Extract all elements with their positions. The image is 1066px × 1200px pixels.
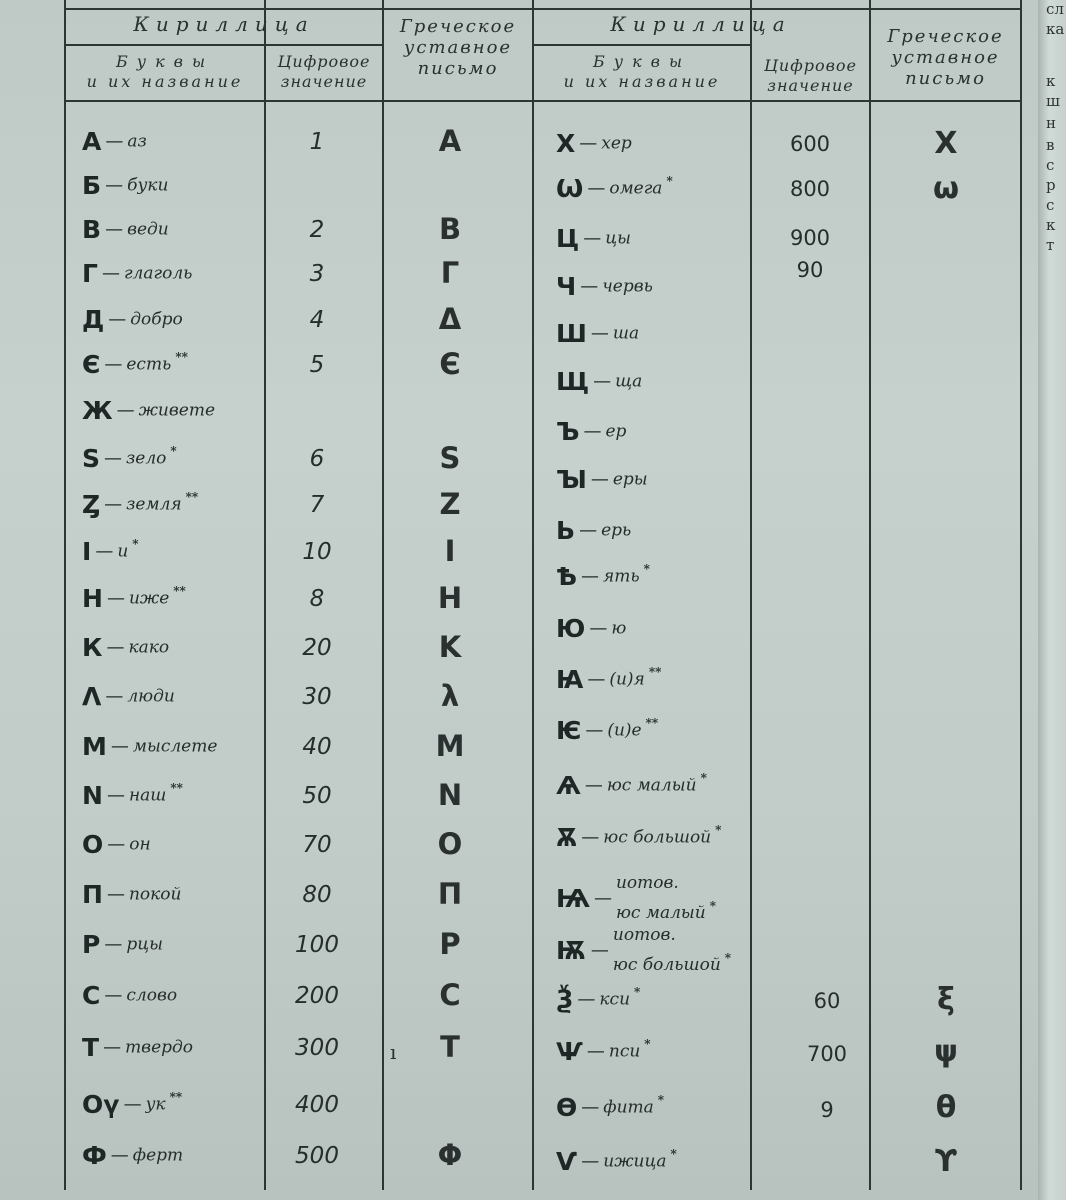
letter-name: глаголь bbox=[123, 263, 193, 284]
cyrillic-letter: Ч bbox=[556, 272, 577, 301]
greek-uncial-letter: λ bbox=[440, 679, 460, 713]
letter-name: покой bbox=[128, 884, 182, 905]
greek-uncial-letter: Δ bbox=[438, 302, 462, 336]
cyrillic-letter: Ꙑ bbox=[556, 465, 587, 494]
dash: — bbox=[590, 323, 609, 344]
cyrillic-letter: Щ bbox=[556, 367, 590, 396]
greek-uncial-letter: Τ bbox=[440, 1030, 460, 1064]
letter-name: како bbox=[128, 637, 170, 658]
footnote-mark: * bbox=[643, 562, 650, 576]
greek-uncial-letter: Φ bbox=[437, 1138, 463, 1172]
dash: — bbox=[586, 1041, 605, 1062]
edge-text-fragment: сл bbox=[1046, 0, 1064, 18]
left-letter-row bbox=[82, 1090, 182, 1119]
letter-name: слово bbox=[126, 985, 178, 1006]
header-top-line bbox=[64, 8, 1022, 10]
cyrillic-letter: Ж bbox=[82, 396, 113, 425]
greek-uncial-letter: Μ bbox=[435, 729, 465, 763]
right-letter-row bbox=[556, 562, 650, 591]
cyrillic-letter: Λ bbox=[82, 682, 102, 711]
right-letter-row bbox=[556, 272, 657, 301]
footnote-mark: ** bbox=[648, 665, 662, 679]
cyrillic-letter: Г bbox=[82, 259, 98, 288]
dash: — bbox=[104, 354, 123, 375]
numeric-value: 2 bbox=[309, 217, 325, 243]
left-letter-row bbox=[82, 732, 221, 761]
letter-name-line2 bbox=[613, 947, 731, 977]
header-cyrillic-left: Кириллица bbox=[133, 12, 315, 36]
greek-uncial-letter: Ο bbox=[437, 827, 463, 861]
numeric-value: 6 bbox=[309, 446, 325, 472]
footnote-mark: ** bbox=[185, 490, 199, 504]
left-letter-row bbox=[82, 490, 198, 519]
dash: — bbox=[106, 884, 125, 905]
footnote-mark: ** bbox=[175, 350, 188, 364]
dash: — bbox=[587, 669, 606, 690]
dash: — bbox=[583, 421, 602, 442]
dash: — bbox=[585, 720, 604, 741]
left-letter-row bbox=[82, 444, 177, 473]
letter-name: мыслете bbox=[132, 736, 218, 757]
left-letter-row bbox=[82, 171, 172, 200]
greek-uncial-letter: θ bbox=[935, 1090, 957, 1125]
letter-name: цы bbox=[605, 228, 631, 249]
numeric-value: 70 bbox=[302, 832, 332, 858]
right-letter-row bbox=[556, 1037, 651, 1066]
dash: — bbox=[110, 1145, 129, 1166]
right-letter-row bbox=[556, 771, 707, 800]
letter-name: ук bbox=[145, 1094, 166, 1115]
letter-name-line1: иотов. bbox=[615, 873, 679, 893]
letter-name: (и)я bbox=[609, 669, 645, 690]
dash: — bbox=[593, 371, 612, 392]
letter-name bbox=[616, 872, 716, 925]
dash: — bbox=[103, 1037, 122, 1058]
cyrillic-letter: І bbox=[82, 537, 92, 566]
numeric-value: 60 bbox=[813, 989, 841, 1013]
header-letters-right: Буквы и их название bbox=[563, 52, 721, 91]
header-letters-left: Буквы и их название bbox=[86, 52, 244, 91]
letter-name: ерь bbox=[601, 520, 632, 541]
numeric-value: 300 bbox=[295, 1035, 339, 1061]
left-letter-row bbox=[82, 396, 219, 425]
cyrillic-letter: М bbox=[82, 732, 107, 761]
letter-name: он bbox=[129, 834, 151, 855]
cyrillic-letter: О bbox=[82, 830, 104, 859]
cyrillic-letter: Ѭ bbox=[556, 936, 587, 965]
greek-uncial-letter: Ѕ bbox=[439, 441, 461, 475]
table-border-right bbox=[1020, 0, 1022, 1190]
numeric-value: 900 bbox=[789, 226, 831, 250]
letter-name: хер bbox=[601, 133, 632, 154]
right-letter-row bbox=[556, 1147, 677, 1176]
letter-name: пси bbox=[608, 1041, 641, 1062]
footnote-mark: * bbox=[132, 537, 139, 551]
greek-uncial-letter: ω bbox=[932, 171, 960, 206]
left-letter-row bbox=[82, 981, 181, 1010]
greek-uncial-letter: Κ bbox=[438, 630, 462, 664]
letter-name: кси bbox=[599, 989, 631, 1010]
edge-text-fragment: с bbox=[1046, 156, 1055, 174]
dash: — bbox=[590, 940, 609, 961]
letter-name: юс большой bbox=[603, 827, 712, 848]
letter-name: фита bbox=[603, 1097, 654, 1118]
dash: — bbox=[110, 736, 129, 757]
footnote-mark: * bbox=[715, 823, 722, 837]
right-letter-row bbox=[556, 665, 661, 694]
cyrillic-letter: Ь bbox=[556, 516, 576, 545]
numeric-value: 800 bbox=[789, 177, 831, 201]
dash: — bbox=[577, 989, 596, 1010]
dash: — bbox=[101, 263, 120, 284]
dash: — bbox=[105, 219, 124, 240]
dash: — bbox=[104, 985, 123, 1006]
dash: — bbox=[105, 131, 124, 152]
cyrillic-letter: Ꙗ bbox=[556, 665, 584, 694]
cyrillic-letter: Т bbox=[82, 1033, 100, 1062]
letter-name: рцы bbox=[126, 934, 163, 955]
letter-name: твердо bbox=[125, 1037, 194, 1058]
letter-name: ю bbox=[611, 618, 627, 639]
letter-name: омега bbox=[609, 178, 663, 199]
header-cyrillic-right: Кириллица bbox=[610, 12, 792, 36]
footnote-mark: * bbox=[657, 1093, 665, 1107]
edge-text-fragment: в bbox=[1046, 136, 1055, 154]
footnote-mark: ** bbox=[173, 584, 186, 598]
left-letter-row bbox=[82, 682, 179, 711]
letter-name: живете bbox=[138, 400, 216, 421]
numeric-value: 400 bbox=[295, 1092, 339, 1118]
dash: — bbox=[105, 175, 124, 196]
dash: — bbox=[106, 785, 125, 806]
cyrillic-letter: Ѯ bbox=[556, 985, 574, 1014]
letter-name: иже bbox=[128, 588, 170, 609]
dash: — bbox=[579, 133, 598, 154]
right-letter-row bbox=[556, 924, 731, 977]
cyrillic-letter: Ѵ bbox=[556, 1147, 578, 1176]
letter-name: ер bbox=[605, 421, 627, 442]
cyrillic-letter: Н bbox=[82, 584, 103, 613]
cyrillic-letter: Ш bbox=[556, 319, 587, 348]
right-letter-row bbox=[556, 1093, 664, 1122]
letter-name-line1: иотов. bbox=[612, 925, 676, 945]
left-letter-row bbox=[82, 781, 183, 810]
right-letter-row bbox=[556, 823, 721, 852]
letter-name: веди bbox=[127, 219, 169, 240]
cyrillic-letter: Ѱ bbox=[556, 1037, 583, 1066]
numeric-value: 90 bbox=[796, 258, 824, 282]
dash: — bbox=[107, 834, 126, 855]
cyrillic-letter: Ъ bbox=[556, 417, 580, 446]
left-letter-row bbox=[82, 830, 155, 859]
dash: — bbox=[583, 228, 602, 249]
numeric-value: 4 bbox=[309, 307, 325, 333]
numeric-value: 50 bbox=[302, 783, 332, 809]
table-border-left bbox=[64, 0, 66, 1190]
left-letter-row bbox=[82, 350, 188, 379]
right-letter-row bbox=[556, 716, 658, 745]
letter-name: ща bbox=[615, 371, 643, 392]
stray-mark: ı bbox=[390, 1040, 397, 1064]
left-letter-row bbox=[82, 259, 196, 288]
letter-name: еры bbox=[612, 469, 648, 490]
numeric-value: 9 bbox=[820, 1098, 834, 1122]
greek-uncial-letter: Γ bbox=[440, 256, 460, 290]
right-letter-row bbox=[556, 516, 635, 545]
dash: — bbox=[104, 494, 123, 515]
right-letter-row bbox=[556, 417, 630, 446]
left-letter-row bbox=[82, 305, 187, 334]
dash: — bbox=[123, 1094, 142, 1115]
dash: — bbox=[108, 309, 127, 330]
letter-name: наш bbox=[128, 785, 167, 806]
right-letter-row bbox=[556, 319, 643, 348]
letter-name: червь bbox=[602, 276, 653, 297]
cyrillic-letter: Ѥ bbox=[556, 716, 582, 745]
letter-name: ша bbox=[612, 323, 640, 344]
numeric-value: 1 bbox=[309, 129, 325, 155]
cyrillic-letter: П bbox=[82, 880, 103, 909]
numeric-value: 3 bbox=[309, 261, 325, 287]
footnote-mark: ** bbox=[645, 716, 659, 730]
greek-uncial-letter: Η bbox=[437, 581, 463, 615]
footnote-mark: * bbox=[700, 771, 707, 785]
right-letter-row bbox=[556, 872, 716, 925]
footnote-mark: * bbox=[670, 1147, 677, 1161]
greek-uncial-letter: Ρ bbox=[439, 927, 461, 961]
dash: — bbox=[579, 520, 598, 541]
greek-uncial-letter: Ν bbox=[437, 778, 463, 812]
dash: — bbox=[581, 1097, 600, 1118]
letter-name: ять bbox=[603, 566, 640, 587]
cyrillic-letter: Ѧ bbox=[556, 771, 581, 800]
letter-name: добро bbox=[130, 309, 183, 330]
cyrillic-letter: Б bbox=[82, 171, 102, 200]
greek-uncial-letter: ψ bbox=[934, 1034, 958, 1069]
footnote-mark: * bbox=[644, 1037, 651, 1051]
dash: — bbox=[590, 469, 609, 490]
header-numeric-left: Цифровое значение bbox=[277, 52, 371, 91]
cyrillic-letter: А bbox=[82, 127, 102, 156]
left-letter-row bbox=[82, 584, 186, 613]
greek-uncial-letter: Ζ bbox=[439, 487, 461, 521]
right-letter-row bbox=[556, 985, 640, 1014]
dash: — bbox=[581, 827, 600, 848]
edge-text-fragment: с bbox=[1046, 196, 1055, 214]
dash: — bbox=[584, 775, 603, 796]
dash: — bbox=[116, 400, 135, 421]
dash: — bbox=[581, 566, 600, 587]
cyrillic-letter: Ѫ bbox=[556, 823, 578, 852]
header-greek-right: Греческое уставное письмо bbox=[887, 26, 1004, 89]
footnote-mark: * bbox=[724, 951, 732, 965]
col-divider-4 bbox=[750, 0, 752, 1190]
dash: — bbox=[581, 1151, 600, 1172]
header-numeric-right: Цифровое значение bbox=[763, 56, 858, 95]
left-letter-row bbox=[82, 1033, 197, 1062]
dash: — bbox=[106, 588, 125, 609]
cyrillic-letter: К bbox=[82, 633, 103, 662]
right-letter-row bbox=[556, 465, 652, 494]
greek-uncial-letter: Π bbox=[437, 877, 463, 911]
left-letter-row bbox=[82, 215, 173, 244]
numeric-value: 5 bbox=[309, 352, 325, 378]
cyrillic-letter: Р bbox=[82, 930, 101, 959]
cyrillic-letter: N bbox=[82, 781, 103, 810]
footnote-mark: * bbox=[666, 174, 673, 188]
numeric-value: 10 bbox=[302, 539, 332, 565]
dash: — bbox=[593, 888, 612, 909]
numeric-value: 200 bbox=[295, 983, 339, 1009]
greek-uncial-letter: Χ bbox=[934, 126, 958, 161]
numeric-value: 500 bbox=[295, 1143, 339, 1169]
cyr-subheader-line-left bbox=[64, 44, 384, 46]
left-letter-row bbox=[82, 127, 151, 156]
numeric-value: 100 bbox=[295, 932, 339, 958]
cyrillic-letter: Оү bbox=[82, 1090, 120, 1119]
letter-name: юс малый bbox=[606, 775, 697, 796]
dash: — bbox=[105, 686, 124, 707]
cyrillic-letter: Ц bbox=[556, 224, 580, 253]
numeric-value: 7 bbox=[309, 492, 325, 518]
greek-uncial-letter: Ι bbox=[444, 534, 456, 568]
letter-name: зело bbox=[126, 448, 167, 469]
cyrillic-letter: Ѕ bbox=[82, 444, 101, 473]
dash: — bbox=[104, 448, 123, 469]
left-letter-row bbox=[82, 1141, 187, 1170]
cyrillic-letter: Ѣ bbox=[556, 562, 578, 591]
letter-name-text: юс большой bbox=[612, 955, 721, 975]
header-bottom-line bbox=[64, 100, 1022, 102]
cyrillic-letter: Є bbox=[82, 350, 101, 379]
letter-name: и bbox=[117, 541, 129, 562]
numeric-value: 30 bbox=[302, 684, 332, 710]
dash: — bbox=[104, 934, 123, 955]
edge-text-fragment: т bbox=[1046, 236, 1055, 254]
col-divider-3 bbox=[532, 0, 534, 1190]
cyrillic-letter: Ȥ bbox=[82, 490, 101, 519]
letter-name: ферт bbox=[132, 1145, 184, 1166]
footnote-mark: * bbox=[634, 985, 641, 999]
dash: — bbox=[95, 541, 114, 562]
left-letter-row bbox=[82, 930, 167, 959]
edge-text-fragment: н bbox=[1046, 114, 1056, 132]
letter-name bbox=[613, 924, 731, 977]
col-divider-2 bbox=[382, 0, 384, 1190]
cyrillic-letter: Ѡ bbox=[556, 174, 584, 203]
left-letter-row bbox=[82, 880, 185, 909]
cyrillic-letter: С bbox=[82, 981, 101, 1010]
left-letter-row bbox=[82, 537, 139, 566]
cyrillic-letter: Д bbox=[82, 305, 105, 334]
numeric-value: 700 bbox=[806, 1042, 848, 1066]
dash: — bbox=[587, 178, 606, 199]
numeric-value: 80 bbox=[302, 882, 332, 908]
cyr-subheader-line-right bbox=[532, 44, 752, 46]
numeric-value: 8 bbox=[309, 586, 325, 612]
footnote-mark: ** bbox=[170, 781, 183, 795]
footnote-mark: * bbox=[170, 444, 177, 458]
cyrillic-letter: Ѳ bbox=[556, 1093, 578, 1122]
footnote-mark: ** bbox=[169, 1090, 183, 1104]
right-letter-row bbox=[556, 367, 646, 396]
header-greek-left: Греческое уставное письмо bbox=[399, 16, 517, 79]
letter-name: земля bbox=[126, 494, 182, 515]
letter-name: люди bbox=[127, 686, 175, 707]
greek-uncial-letter: Α bbox=[438, 124, 462, 158]
edge-text-fragment: к bbox=[1046, 72, 1056, 90]
cyrillic-letter: Ю bbox=[556, 614, 586, 643]
cyrillic-letter: Ѩ bbox=[556, 884, 590, 913]
edge-text-fragment: ка bbox=[1046, 20, 1065, 38]
numeric-value: 40 bbox=[302, 734, 332, 760]
letter-name: есть bbox=[126, 354, 172, 375]
letter-name-line2 bbox=[616, 895, 716, 925]
greek-uncial-letter: Є bbox=[439, 347, 461, 381]
edge-text-fragment: к bbox=[1046, 216, 1056, 234]
greek-uncial-letter: С bbox=[439, 978, 461, 1012]
right-letter-row bbox=[556, 614, 630, 643]
letter-name: (и)е bbox=[607, 720, 642, 741]
greek-uncial-letter: ϒ bbox=[934, 1144, 958, 1179]
letter-name: ижица bbox=[603, 1151, 667, 1172]
edge-text-fragment: р bbox=[1046, 176, 1056, 194]
right-letter-row bbox=[556, 224, 635, 253]
right-letter-row bbox=[556, 174, 673, 203]
numeric-value: 600 bbox=[789, 132, 831, 156]
cyrillic-letter: В bbox=[82, 215, 102, 244]
letter-name-text: юс малый bbox=[615, 903, 706, 923]
cyrillic-letter: Х bbox=[556, 129, 576, 158]
left-letter-row bbox=[82, 633, 173, 662]
greek-uncial-letter: ξ bbox=[937, 982, 955, 1017]
cyrillic-letter: Ф bbox=[82, 1141, 107, 1170]
dash: — bbox=[589, 618, 608, 639]
greek-uncial-letter: Β bbox=[438, 212, 462, 246]
footnote-mark: * bbox=[709, 899, 716, 913]
letter-name: аз bbox=[127, 131, 147, 152]
edge-text-fragment: ш bbox=[1046, 92, 1060, 110]
numeric-value: 20 bbox=[302, 635, 332, 661]
letter-name: буки bbox=[127, 175, 169, 196]
right-letter-row bbox=[556, 129, 636, 158]
dash: — bbox=[106, 637, 125, 658]
dash: — bbox=[580, 276, 599, 297]
